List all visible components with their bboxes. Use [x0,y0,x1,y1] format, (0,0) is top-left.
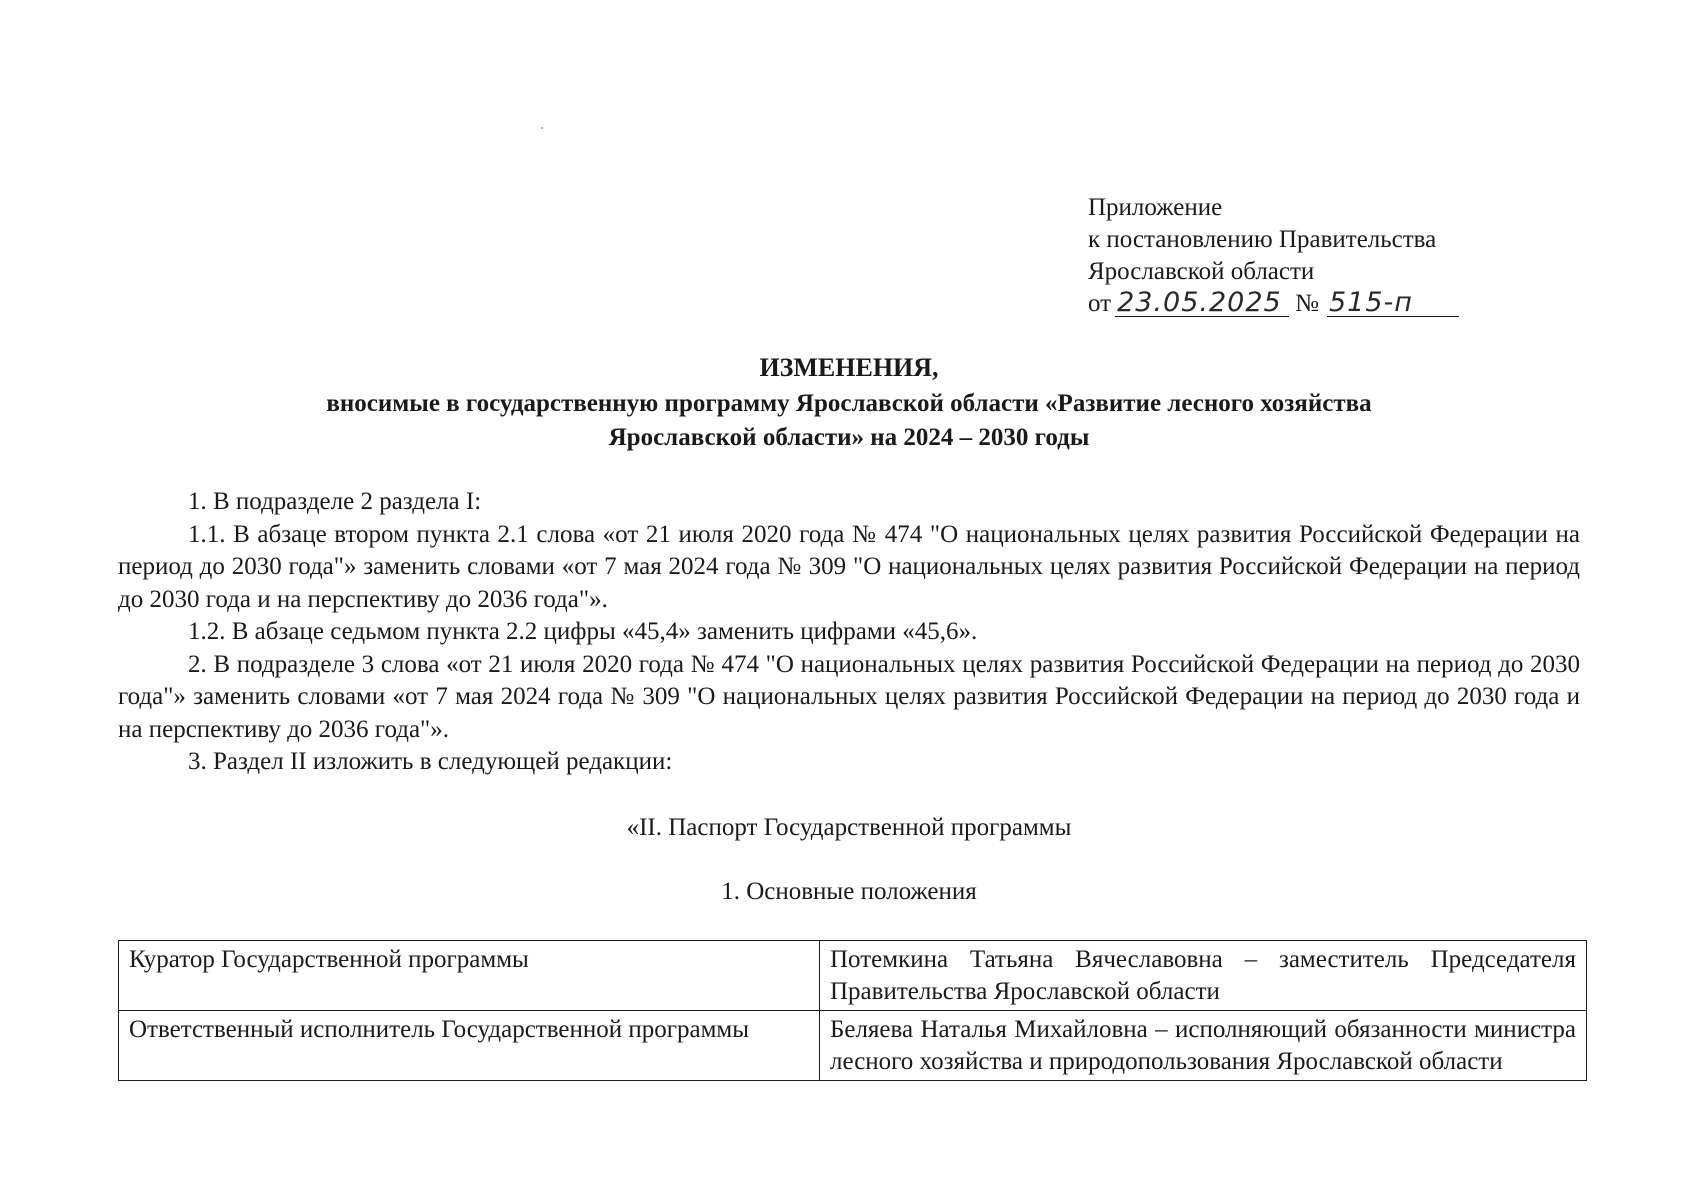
annex-from-label: от [1088,290,1112,317]
scan-speck [541,127,543,129]
paragraph-1-1: 1.1. В абзаце втором пункта 2.1 слова «от 21 июля 2020 года № 474 "О национальных целях развития Российской Федерации на период до 2030 года"» заменить словами «от 7 мая 2024 года № 309 "О национальных целях развития Российской Федерации на период до 2030 года и на перспективу до 2036 года"». [118,520,1580,613]
table-row [119,941,1587,1011]
section-heading: «II. Паспорт Государственной программы [626,814,1072,841]
paragraph-3: 3. Раздел II изложить в следующей редакции: [188,748,673,775]
annex-block [1088,192,1459,320]
table-cell-value: Потемкина Татьяна Вячеславовна – заместитель Председателя Правительства Ярославской области [820,941,1587,1011]
annex-line-1: Приложение [1088,194,1223,221]
document-title: ИЗМЕНЕНИЯ, [759,353,939,382]
annex-line-3: Ярославской области [1088,258,1315,285]
table-cell-label: Ответственный исполнитель Государственной программы [119,1011,820,1081]
annex-date-number-line [1088,288,1459,320]
document-body [118,486,1580,779]
subsection-heading: 1. Основные положения [721,878,977,905]
document-subtitle-line-1: вносимые в государственную программу Ярославской области «Развитие лесного хозяйства [326,390,1372,417]
paragraph-2: 2. В подразделе 3 слова «от 21 июля 2020 года № 474 "О национальных целях развития Российской Федерации на период до 2030 года"» заменить словами «от 7 мая 2024 года № 309 "О национальных целях развития Российской Федерации на период до 2030 года и на перспективу до 2036 года"». [118,650,1580,743]
table-cell-label: Куратор Государственной программы [119,941,820,1011]
document-subtitle-line-2: Ярославской области» на 2024 – 2030 годы [608,424,1090,451]
table-row [119,1011,1587,1081]
paragraph-1: 1. В подразделе 2 раздела I: [188,488,482,515]
passport-table [118,940,1587,1081]
handwritten-number: 515-п [1327,290,1459,317]
annex-line-2: к постановлению Правительства [1088,226,1437,253]
table-cell-value: Беляева Наталья Михайловна – исполняющий обязанности министра лесного хозяйства и природопользования Ярославской области [820,1011,1587,1081]
annex-number-label: № [1295,290,1319,317]
paragraph-1-2: 1.2. В абзаце седьмом пункта 2.2 цифры «45,4» заменить цифрами «45,6». [188,618,978,645]
handwritten-date: 23.05.2025 [1115,290,1289,317]
